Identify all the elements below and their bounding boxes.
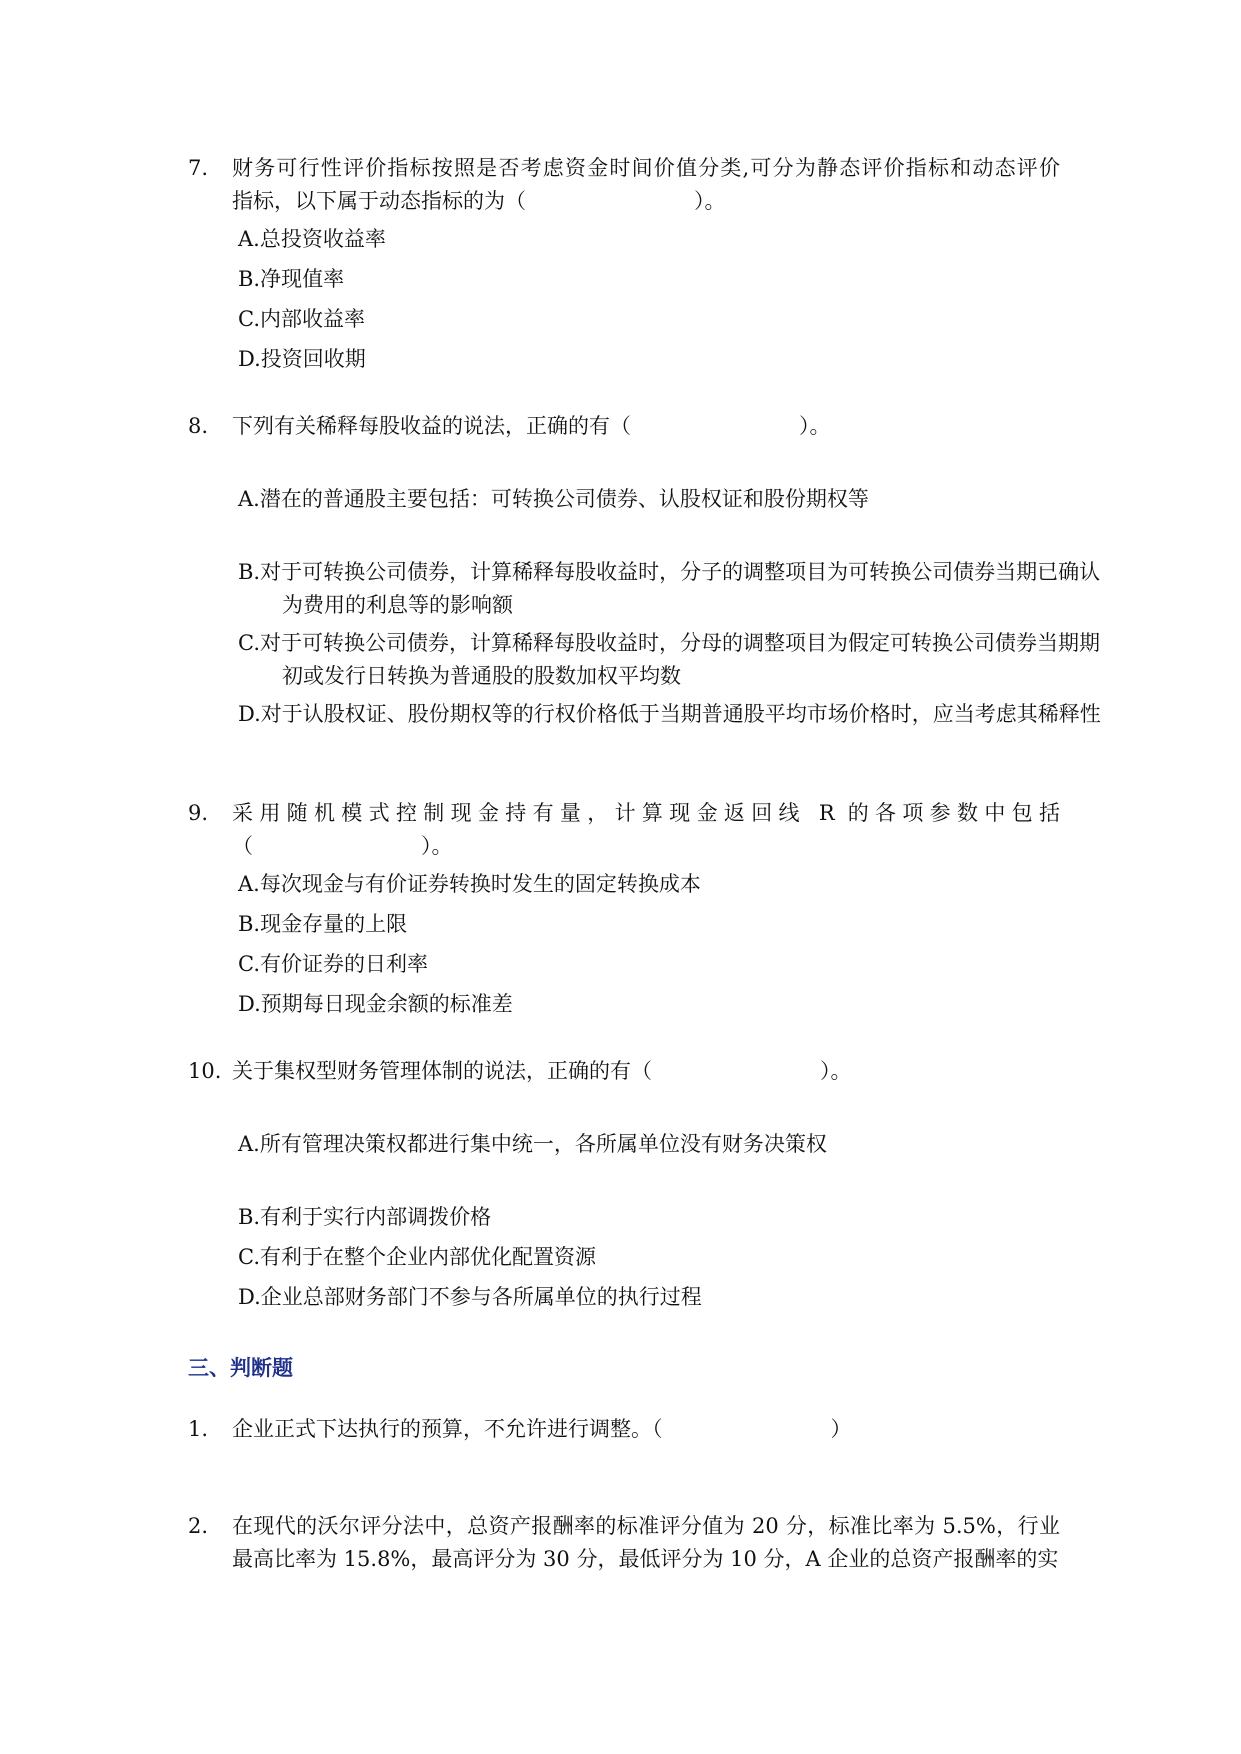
question-8 xyxy=(188,410,1060,443)
question-stem: 企业正式下达执行的预算，不允许进行调整。（ ） xyxy=(232,1417,852,1441)
question-number: 10. xyxy=(188,1059,222,1083)
option-b: B.有利于实行内部调拨价格 xyxy=(238,1205,492,1229)
option-d: D.预期每日现金余额的标准差 xyxy=(238,992,513,1016)
judgment-2 xyxy=(188,1510,1060,1576)
option-b: B.现金存量的上限 xyxy=(238,912,408,936)
option-b: B.对于可转换公司债券，计算稀释每股收益时，分子的调整项目为可转换公司债券当期已确认为费用的利息等的影响额 xyxy=(238,560,1101,617)
question-stem-line: 在现代的沃尔评分法中，总资产报酬率的标准评分值为 20 分，标准比率为 5.5%，行业 xyxy=(232,1514,1060,1538)
option-d: D.投资回收期 xyxy=(238,347,366,371)
question-9 xyxy=(188,797,1060,863)
question-number: 9. xyxy=(188,801,209,825)
question-7 xyxy=(188,152,1060,218)
question-stem-line: （ ）。 xyxy=(232,834,453,858)
option-c: C.内部收益率 xyxy=(238,307,365,331)
question-number: 8. xyxy=(188,414,209,438)
question-stem-line: 最高比率为 15.8%，最高评分为 30 分，最低评分为 10 分，A 企业的总资产报酬率的实 xyxy=(232,1547,1059,1571)
question-stem-line: 财务可行性评价指标按照是否考虑资金时间价值分类,可分为静态评价指标和动态评价 xyxy=(232,156,1061,180)
question-stem: 关于集权型财务管理体制的说法，正确的有（ ）。 xyxy=(232,1059,852,1083)
question-number: 7. xyxy=(188,156,209,180)
question-number: 1. xyxy=(188,1417,209,1441)
question-stem-line: 指标，以下属于动态指标的为（ ）。 xyxy=(232,189,726,213)
option-a: A.潜在的普通股主要包括：可转换公司债券、认股权证和股份期权等 xyxy=(238,487,869,511)
question-10 xyxy=(188,1055,1060,1088)
question-number: 2. xyxy=(188,1514,209,1538)
judgment-1 xyxy=(188,1413,1060,1446)
option-a: A.总投资收益率 xyxy=(238,227,386,251)
option-b: B.净现值率 xyxy=(238,267,345,291)
option-c: C.有利于在整个企业内部优化配置资源 xyxy=(238,1245,596,1269)
option-d: D.对于认股权证、股份期权等的行权价格低于当期普通股平均市场价格时，应当考虑其稀释性 xyxy=(238,702,1101,726)
option-c: C.对于可转换公司债券，计算稀释每股收益时，分母的调整项目为假定可转换公司债券当期期初或发行日转换为普通股的股数加权平均数 xyxy=(238,631,1100,688)
option-d: D.企业总部财务部门不参与各所属单位的执行过程 xyxy=(238,1285,702,1309)
question-stem-line: 采用随机模式控制现金持有量，计算现金返回线 R 的各项参数中包括 xyxy=(232,801,1060,825)
question-stem: 下列有关稀释每股收益的说法，正确的有（ ）。 xyxy=(232,414,831,438)
option-a: A.所有管理决策权都进行集中统一，各所属单位没有财务决策权 xyxy=(238,1132,827,1156)
section-heading: 三、判断题 xyxy=(188,1356,293,1380)
option-c: C.有价证券的日利率 xyxy=(238,952,428,976)
option-a: A.每次现金与有价证券转换时发生的固定转换成本 xyxy=(238,872,701,896)
